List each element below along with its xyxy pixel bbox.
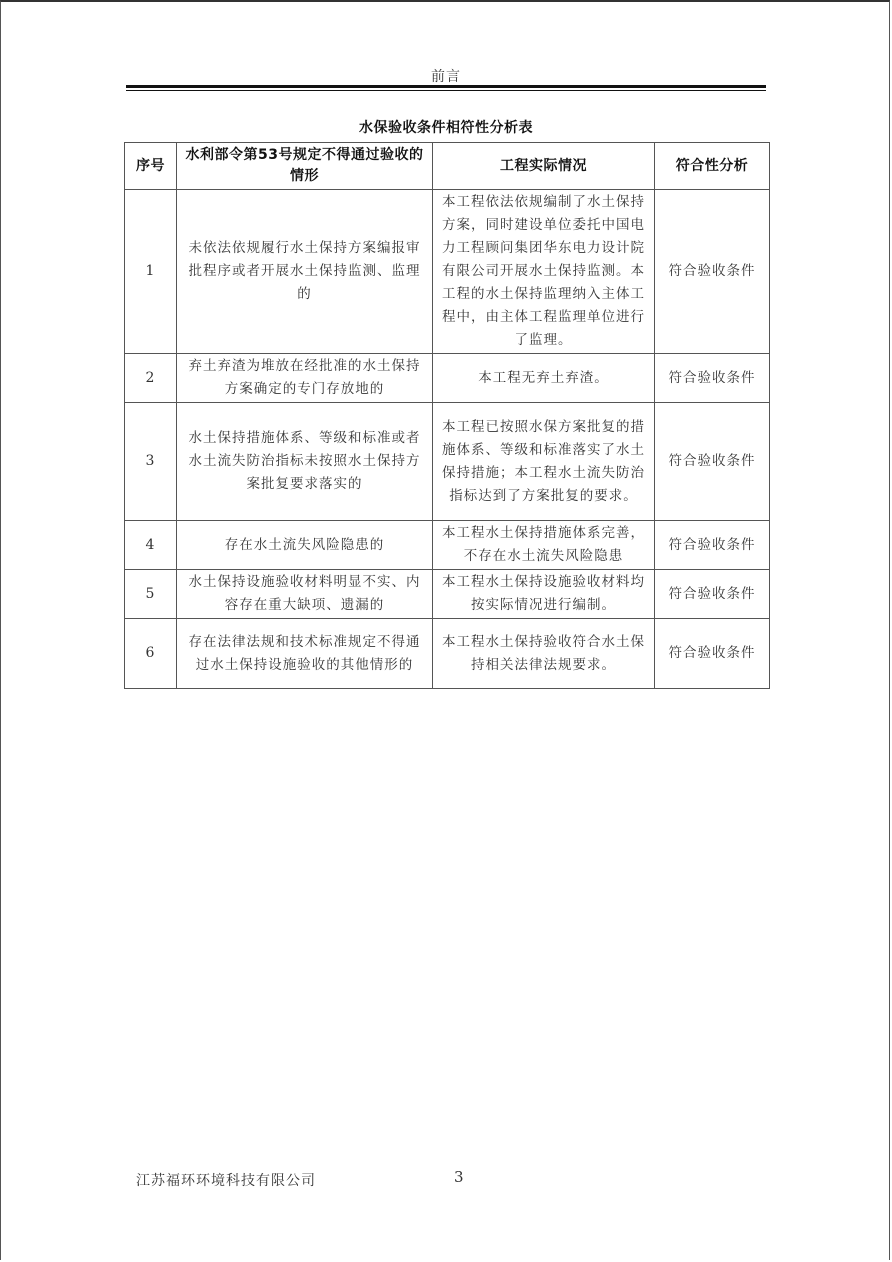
row-actual: 本工程已按照水保方案批复的措施体系、等级和标准落实了水土保持措施；本工程水土流失防治指标达到了方案批复的要求。: [433, 403, 655, 521]
row-number: 2: [125, 354, 177, 403]
row-condition: 未依法依规履行水土保持方案编报审批程序或者开展水土保持监测、监理的: [177, 190, 433, 354]
page-header-title: 前言: [431, 69, 461, 85]
column-header-no: 序号: [125, 143, 177, 190]
row-analysis: 符合验收条件: [655, 619, 770, 689]
row-condition: 弃土弃渣为堆放在经批准的水土保持方案确定的专门存放地的: [177, 354, 433, 403]
header-rule: [126, 85, 766, 88]
table-row: [125, 570, 770, 619]
row-condition: 存在水土流失风险隐患的: [177, 521, 433, 570]
row-number: 4: [125, 521, 177, 570]
page-number: 3: [454, 1168, 464, 1186]
row-condition: 水土保持设施验收材料明显不实、内容存在重大缺项、遗漏的: [177, 570, 433, 619]
table-row: [125, 190, 770, 354]
row-actual: 本工程水土保持设施验收材料均按实际情况进行编制。: [433, 570, 655, 619]
table-row: [125, 521, 770, 570]
column-header-actual: 工程实际情况: [433, 143, 655, 190]
row-actual: 本工程依法依规编制了水土保持方案，同时建设单位委托中国电力工程顾问集团华东电力设计院有限公司开展水土保持监测。本工程的水土保持监理纳入主体工程中，由主体工程监理单位进行了监理。: [433, 190, 655, 354]
table-title: 水保验收条件相符性分析表: [359, 120, 533, 136]
row-number: 3: [125, 403, 177, 521]
row-actual: 本工程水土保持验收符合水土保持相关法律法规要求。: [433, 619, 655, 689]
row-number: 6: [125, 619, 177, 689]
row-actual: 本工程无弃土弃渣。: [433, 354, 655, 403]
row-analysis: 符合验收条件: [655, 354, 770, 403]
compliance-table: [124, 142, 770, 689]
row-actual: 本工程水土保持措施体系完善，不存在水土流失风险隐患: [433, 521, 655, 570]
row-condition: 存在法律法规和技术标准规定不得通过水土保持设施验收的其他情形的: [177, 619, 433, 689]
table-row: [125, 403, 770, 521]
row-analysis: 符合验收条件: [655, 521, 770, 570]
table-header-row: [125, 143, 770, 190]
table-row: [125, 619, 770, 689]
table-row: [125, 354, 770, 403]
row-number: 1: [125, 190, 177, 354]
header-rule-thin: [126, 90, 766, 91]
row-number: 5: [125, 570, 177, 619]
row-condition: 水土保持措施体系、等级和标准或者水土流失防治指标未按照水土保持方案批复要求落实的: [177, 403, 433, 521]
row-analysis: 符合验收条件: [655, 570, 770, 619]
column-header-condition: 水利部令第53号规定不得通过验收的情形: [177, 143, 433, 190]
row-analysis: 符合验收条件: [655, 403, 770, 521]
column-header-analysis: 符合性分析: [655, 143, 770, 190]
row-analysis: 符合验收条件: [655, 190, 770, 354]
footer-company: 江苏福环环境科技有限公司: [136, 1173, 316, 1189]
